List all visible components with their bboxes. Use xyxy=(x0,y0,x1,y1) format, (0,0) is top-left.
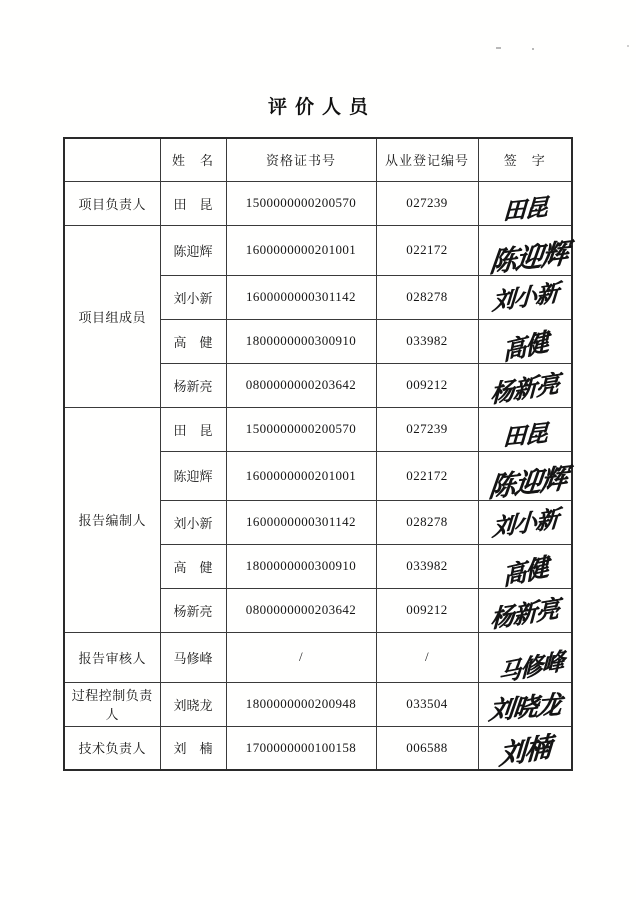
reg-cell: 033982 xyxy=(376,319,478,363)
name-cell: 陈迎辉 xyxy=(160,451,226,500)
cert-cell: 1800000000300910 xyxy=(226,319,376,363)
signature-scrawl: 高健 xyxy=(501,329,549,367)
signature-scrawl: 刘小新 xyxy=(491,505,559,541)
table-row xyxy=(64,181,572,225)
role-cell: 报告审核人 xyxy=(64,632,160,682)
role-cell: 项目负责人 xyxy=(64,181,160,225)
cert-cell: 1700000000100158 xyxy=(226,726,376,770)
table-row xyxy=(64,407,572,451)
name-cell: 陈迎辉 xyxy=(160,225,226,275)
header-role xyxy=(64,138,160,181)
reg-cell: / xyxy=(376,632,478,682)
header-signature: 签 字 xyxy=(478,138,572,181)
name-cell: 刘晓龙 xyxy=(160,682,226,726)
signature-scrawl: 刘小新 xyxy=(491,280,559,315)
signature-scrawl: 田昆 xyxy=(502,420,548,450)
scan-speck xyxy=(496,47,501,49)
page-title: 评价人员 xyxy=(267,97,376,118)
reg-cell: 028278 xyxy=(376,500,478,544)
signature-cell xyxy=(478,363,572,407)
reg-cell: 009212 xyxy=(376,588,478,632)
name-cell: 刘小新 xyxy=(160,275,226,319)
signature-scrawl: 高健 xyxy=(501,554,549,591)
signature-scrawl: 刘楠 xyxy=(497,731,552,771)
signature-cell xyxy=(478,181,572,225)
signature-cell xyxy=(478,225,572,278)
scan-speck xyxy=(627,45,629,47)
role-cell: 技术负责人 xyxy=(64,726,160,770)
signature-cell xyxy=(478,632,572,687)
cert-cell: 0800000000203642 xyxy=(226,588,376,632)
cert-cell: 1600000000201001 xyxy=(226,451,376,500)
table-row xyxy=(64,726,572,770)
signature-cell xyxy=(478,451,572,503)
name-cell: 杨新亮 xyxy=(160,588,226,632)
signature-scrawl: 马修峰 xyxy=(497,647,564,687)
signature-scrawl: 杨新亮 xyxy=(490,371,560,409)
name-cell: 杨新亮 xyxy=(160,363,226,407)
name-cell: 马修峰 xyxy=(160,632,226,682)
signature-cell xyxy=(478,682,572,726)
table-row xyxy=(64,225,572,275)
evaluation-personnel-table xyxy=(63,137,573,771)
header-registration-no: 从业登记编号 xyxy=(376,138,478,181)
reg-cell: 022172 xyxy=(376,451,478,500)
cert-cell: 0800000000203642 xyxy=(226,363,376,407)
role-cell: 项目组成员 xyxy=(64,225,160,407)
cert-cell: 1500000000200570 xyxy=(226,181,376,225)
reg-cell: 006588 xyxy=(376,726,478,770)
signature-scrawl: 刘晓龙 xyxy=(487,691,562,726)
cert-cell: 1600000000301142 xyxy=(226,500,376,544)
cert-cell: 1500000000200570 xyxy=(226,407,376,451)
name-cell: 高 健 xyxy=(160,544,226,588)
cert-cell: 1600000000201001 xyxy=(226,225,376,275)
reg-cell: 028278 xyxy=(376,275,478,319)
reg-cell: 027239 xyxy=(376,181,478,225)
name-cell: 田 昆 xyxy=(160,407,226,451)
name-cell: 田 昆 xyxy=(160,181,226,225)
header-certificate-no: 资格证书号 xyxy=(226,138,376,181)
signature-cell xyxy=(478,319,572,367)
signature-scrawl: 杨新亮 xyxy=(490,596,560,634)
signature-cell xyxy=(478,544,572,591)
signature-scrawl: 陈迎辉 xyxy=(486,462,569,503)
header-name: 姓 名 xyxy=(160,138,226,181)
reg-cell: 033504 xyxy=(376,682,478,726)
reg-cell: 027239 xyxy=(376,407,478,451)
table-row xyxy=(64,682,572,726)
signature-cell xyxy=(478,407,572,451)
signature-cell xyxy=(478,588,572,632)
reg-cell: 009212 xyxy=(376,363,478,407)
cert-cell: / xyxy=(226,632,376,682)
table-row xyxy=(64,632,572,682)
cert-cell: 1800000000200948 xyxy=(226,682,376,726)
signature-cell xyxy=(478,726,572,770)
cert-cell: 1800000000300910 xyxy=(226,544,376,588)
cert-cell: 1600000000301142 xyxy=(226,275,376,319)
signature-scrawl: 陈迎辉 xyxy=(487,237,570,278)
name-cell: 高 健 xyxy=(160,319,226,363)
signature-scrawl: 田昆 xyxy=(502,194,548,225)
scan-speck xyxy=(532,48,534,50)
role-cell: 过程控制负责人 xyxy=(64,682,160,726)
reg-cell: 022172 xyxy=(376,225,478,275)
signature-cell xyxy=(478,500,572,544)
reg-cell: 033982 xyxy=(376,544,478,588)
role-cell: 报告编制人 xyxy=(64,407,160,632)
table-header-row xyxy=(64,138,572,181)
signature-cell xyxy=(478,275,572,319)
name-cell: 刘小新 xyxy=(160,500,226,544)
name-cell: 刘 楠 xyxy=(160,726,226,770)
